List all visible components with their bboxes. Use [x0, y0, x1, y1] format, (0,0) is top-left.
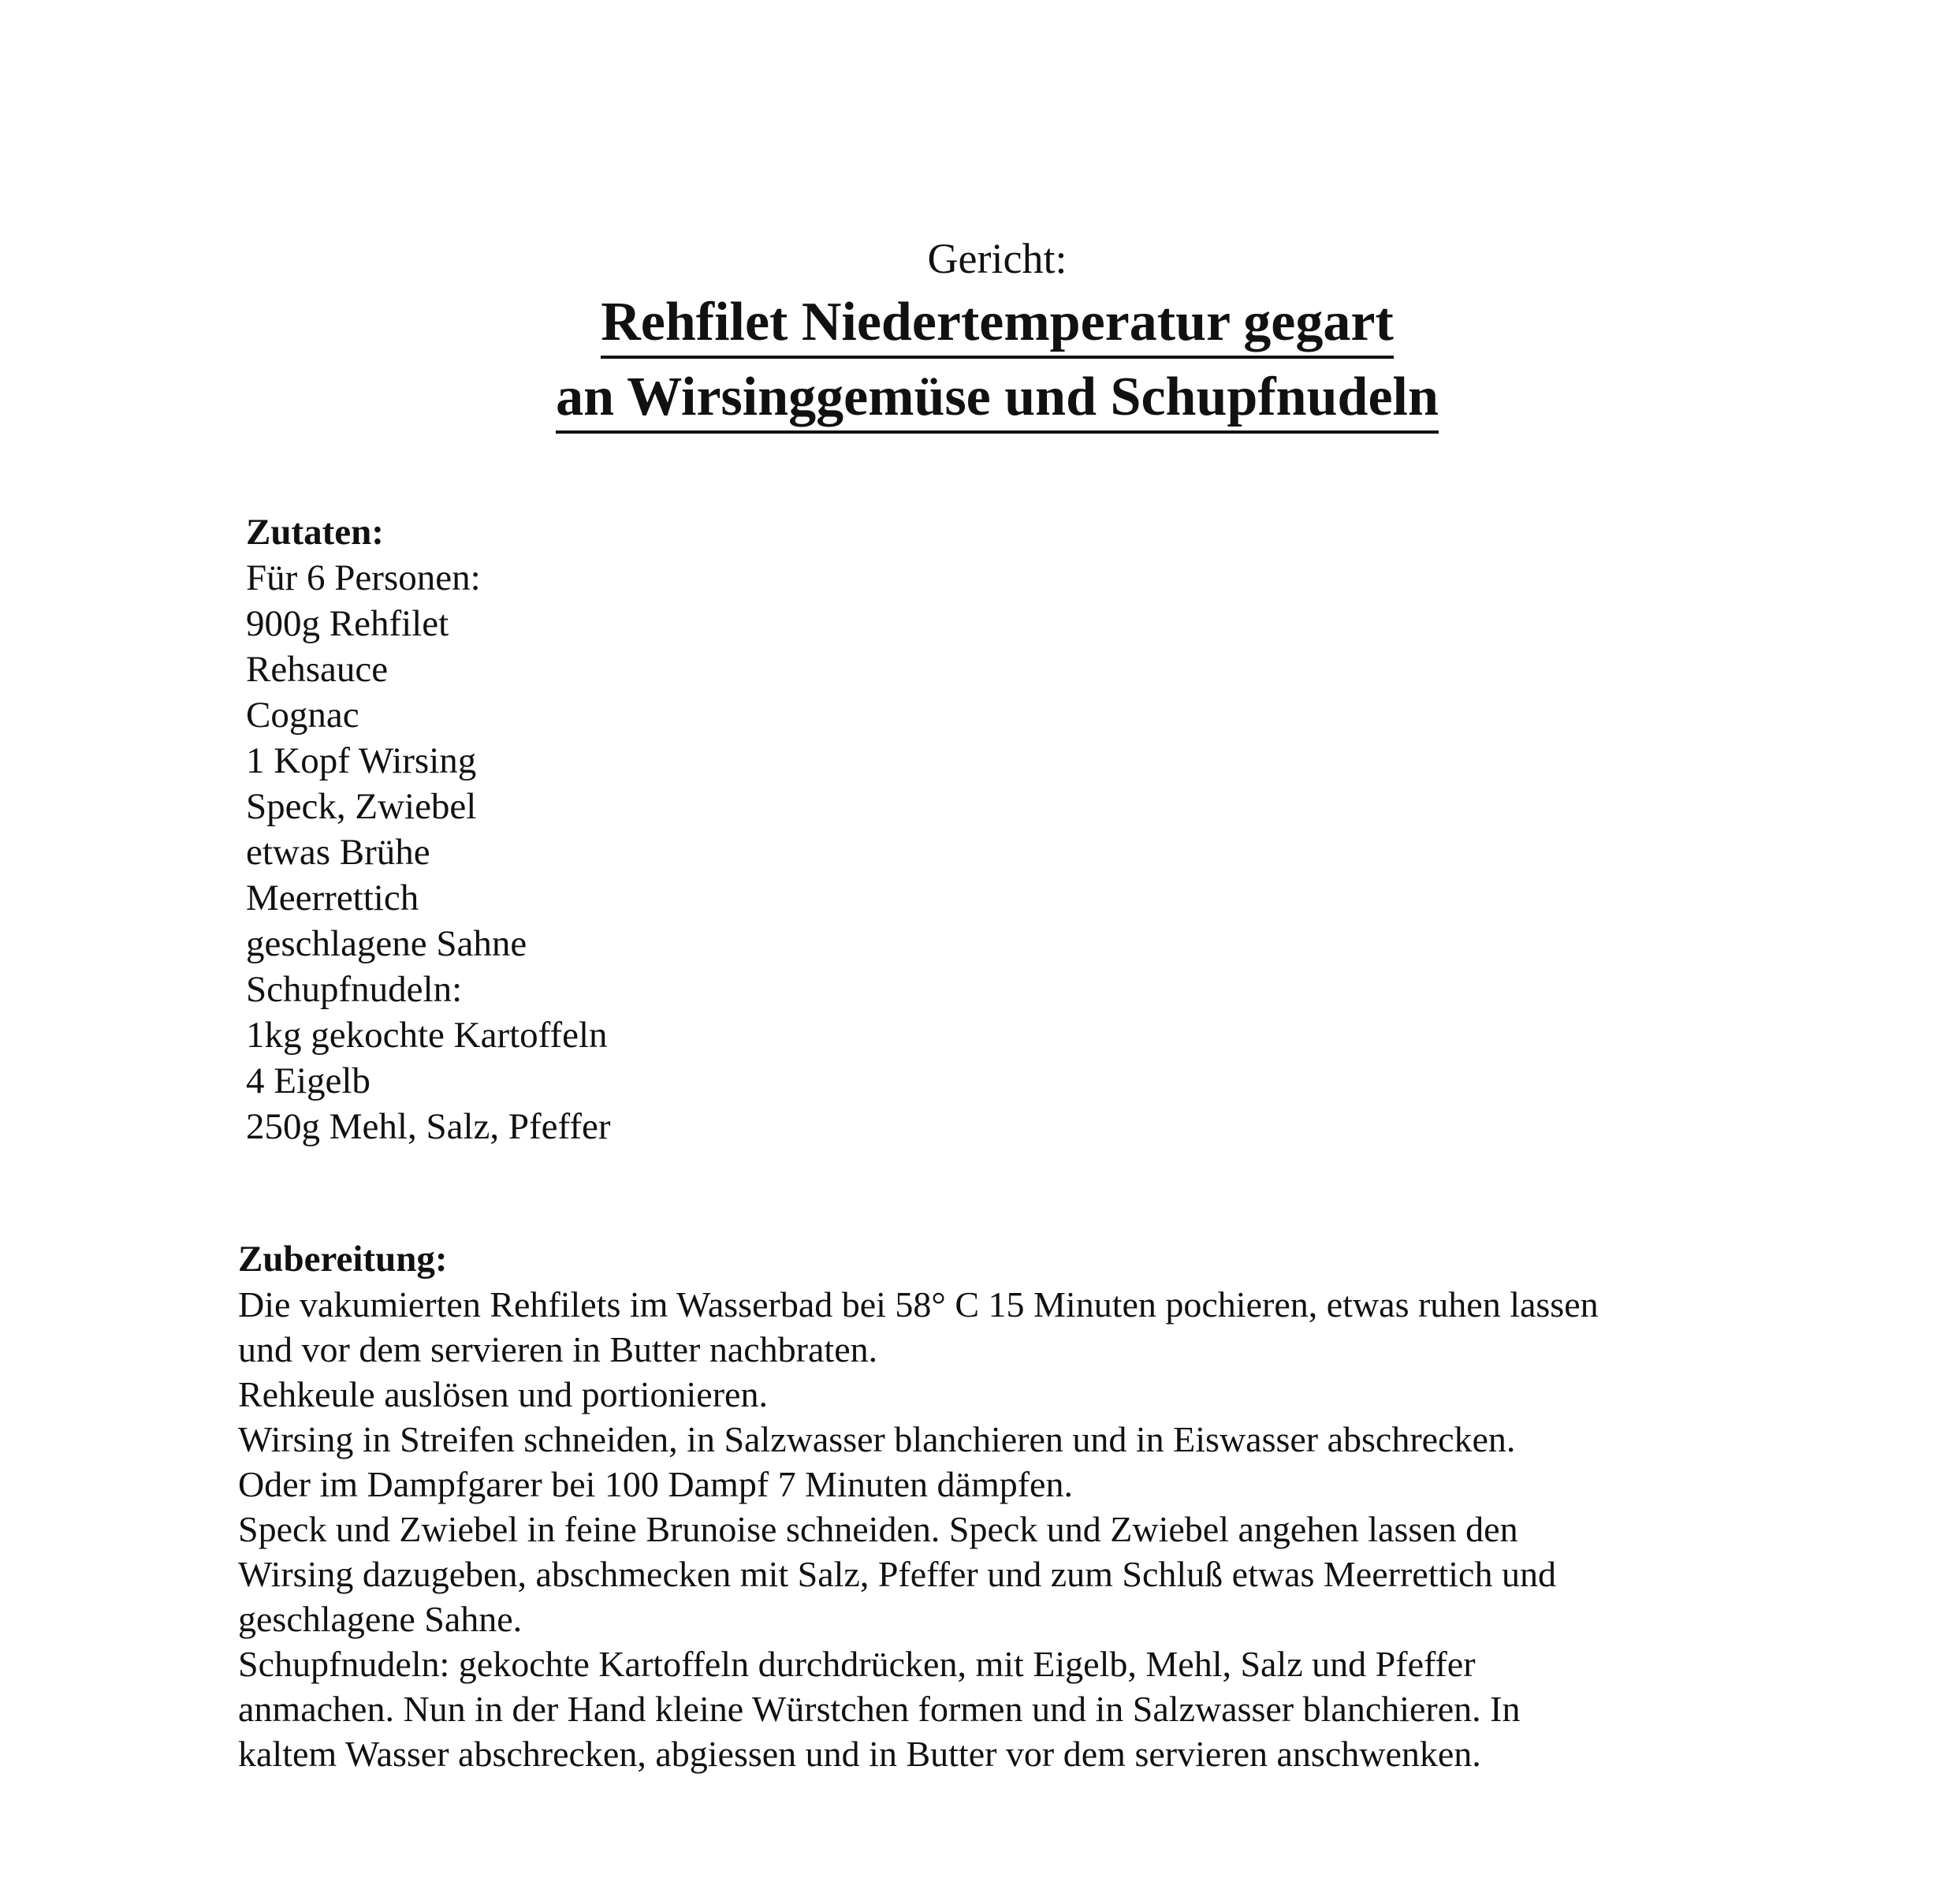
- ingredient-item: Rehsauce: [246, 649, 389, 690]
- ingredient-item: 1kg gekochte Kartoffeln: [246, 1015, 608, 1056]
- recipe-title-line-1: Rehfilet Niedertemperatur gegart: [601, 291, 1394, 359]
- preparation-line: Wirsing dazugeben, abschmecken mit Salz, Pfeffer und zum Schluß etwas Meerrettich und: [238, 1554, 1556, 1594]
- ingredient-item: Schupfnudeln:: [246, 969, 463, 1010]
- ingredient-item: etwas Brühe: [246, 832, 430, 873]
- ingredient-item: 4 Eigelb: [246, 1060, 371, 1101]
- dish-label: Gericht:: [927, 235, 1067, 282]
- ingredient-item: 250g Mehl, Salz, Pfeffer: [246, 1106, 611, 1147]
- preparation-line: Die vakumierten Rehfilets im Wasserbad bei 58° C 15 Minuten pochieren, etwas ruhen lassen: [238, 1284, 1599, 1325]
- ingredient-item: 900g Rehfilet: [246, 603, 449, 644]
- preparation-line: kaltem Wasser abschrecken, abgiessen und in Butter vor dem servieren anschwenken.: [238, 1734, 1481, 1774]
- recipe-title: [0, 289, 1955, 438]
- preparation-line: geschlagene Sahne.: [238, 1599, 523, 1639]
- ingredients-section: [246, 509, 1350, 1149]
- ingredient-item: Für 6 Personen:: [246, 557, 481, 598]
- ingredient-item: geschlagene Sahne: [246, 923, 527, 964]
- ingredient-item: Speck, Zwiebel: [246, 786, 477, 827]
- recipe-title-line-2: an Wirsinggemüse und Schupfnudeln: [556, 366, 1439, 434]
- preparation-line: und vor dem servieren in Butter nachbraten.: [238, 1329, 878, 1369]
- ingredient-item: Cognac: [246, 695, 359, 736]
- ingredients-heading: Zutaten:: [246, 512, 384, 553]
- preparation-line: Wirsing in Streifen schneiden, in Salzwasser blanchieren und in Eiswasser abschrecken.: [238, 1419, 1516, 1459]
- preparation-line: Oder im Dampfgarer bei 100 Dampf 7 Minuten dämpfen.: [238, 1464, 1073, 1504]
- preparation-line: Schupfnudeln: gekochte Kartoffeln durchdrücken, mit Eigelb, Mehl, Salz und Pfeffer: [238, 1644, 1476, 1684]
- preparation-line: anmachen. Nun in der Hand kleine Würstchen formen und in Salzwasser blanchieren. In: [238, 1689, 1521, 1729]
- preparation-heading: Zubereitung:: [238, 1239, 448, 1280]
- preparation-line: Rehkeule auslösen und portionieren.: [238, 1374, 768, 1414]
- preparation-line: Speck und Zwiebel in feine Brunoise schneiden. Speck und Zwiebel angehen lassen den: [238, 1509, 1518, 1549]
- ingredient-item: Meerrettich: [246, 877, 419, 918]
- ingredient-item: 1 Kopf Wirsing: [246, 740, 477, 781]
- preparation-section: [238, 1236, 1783, 1776]
